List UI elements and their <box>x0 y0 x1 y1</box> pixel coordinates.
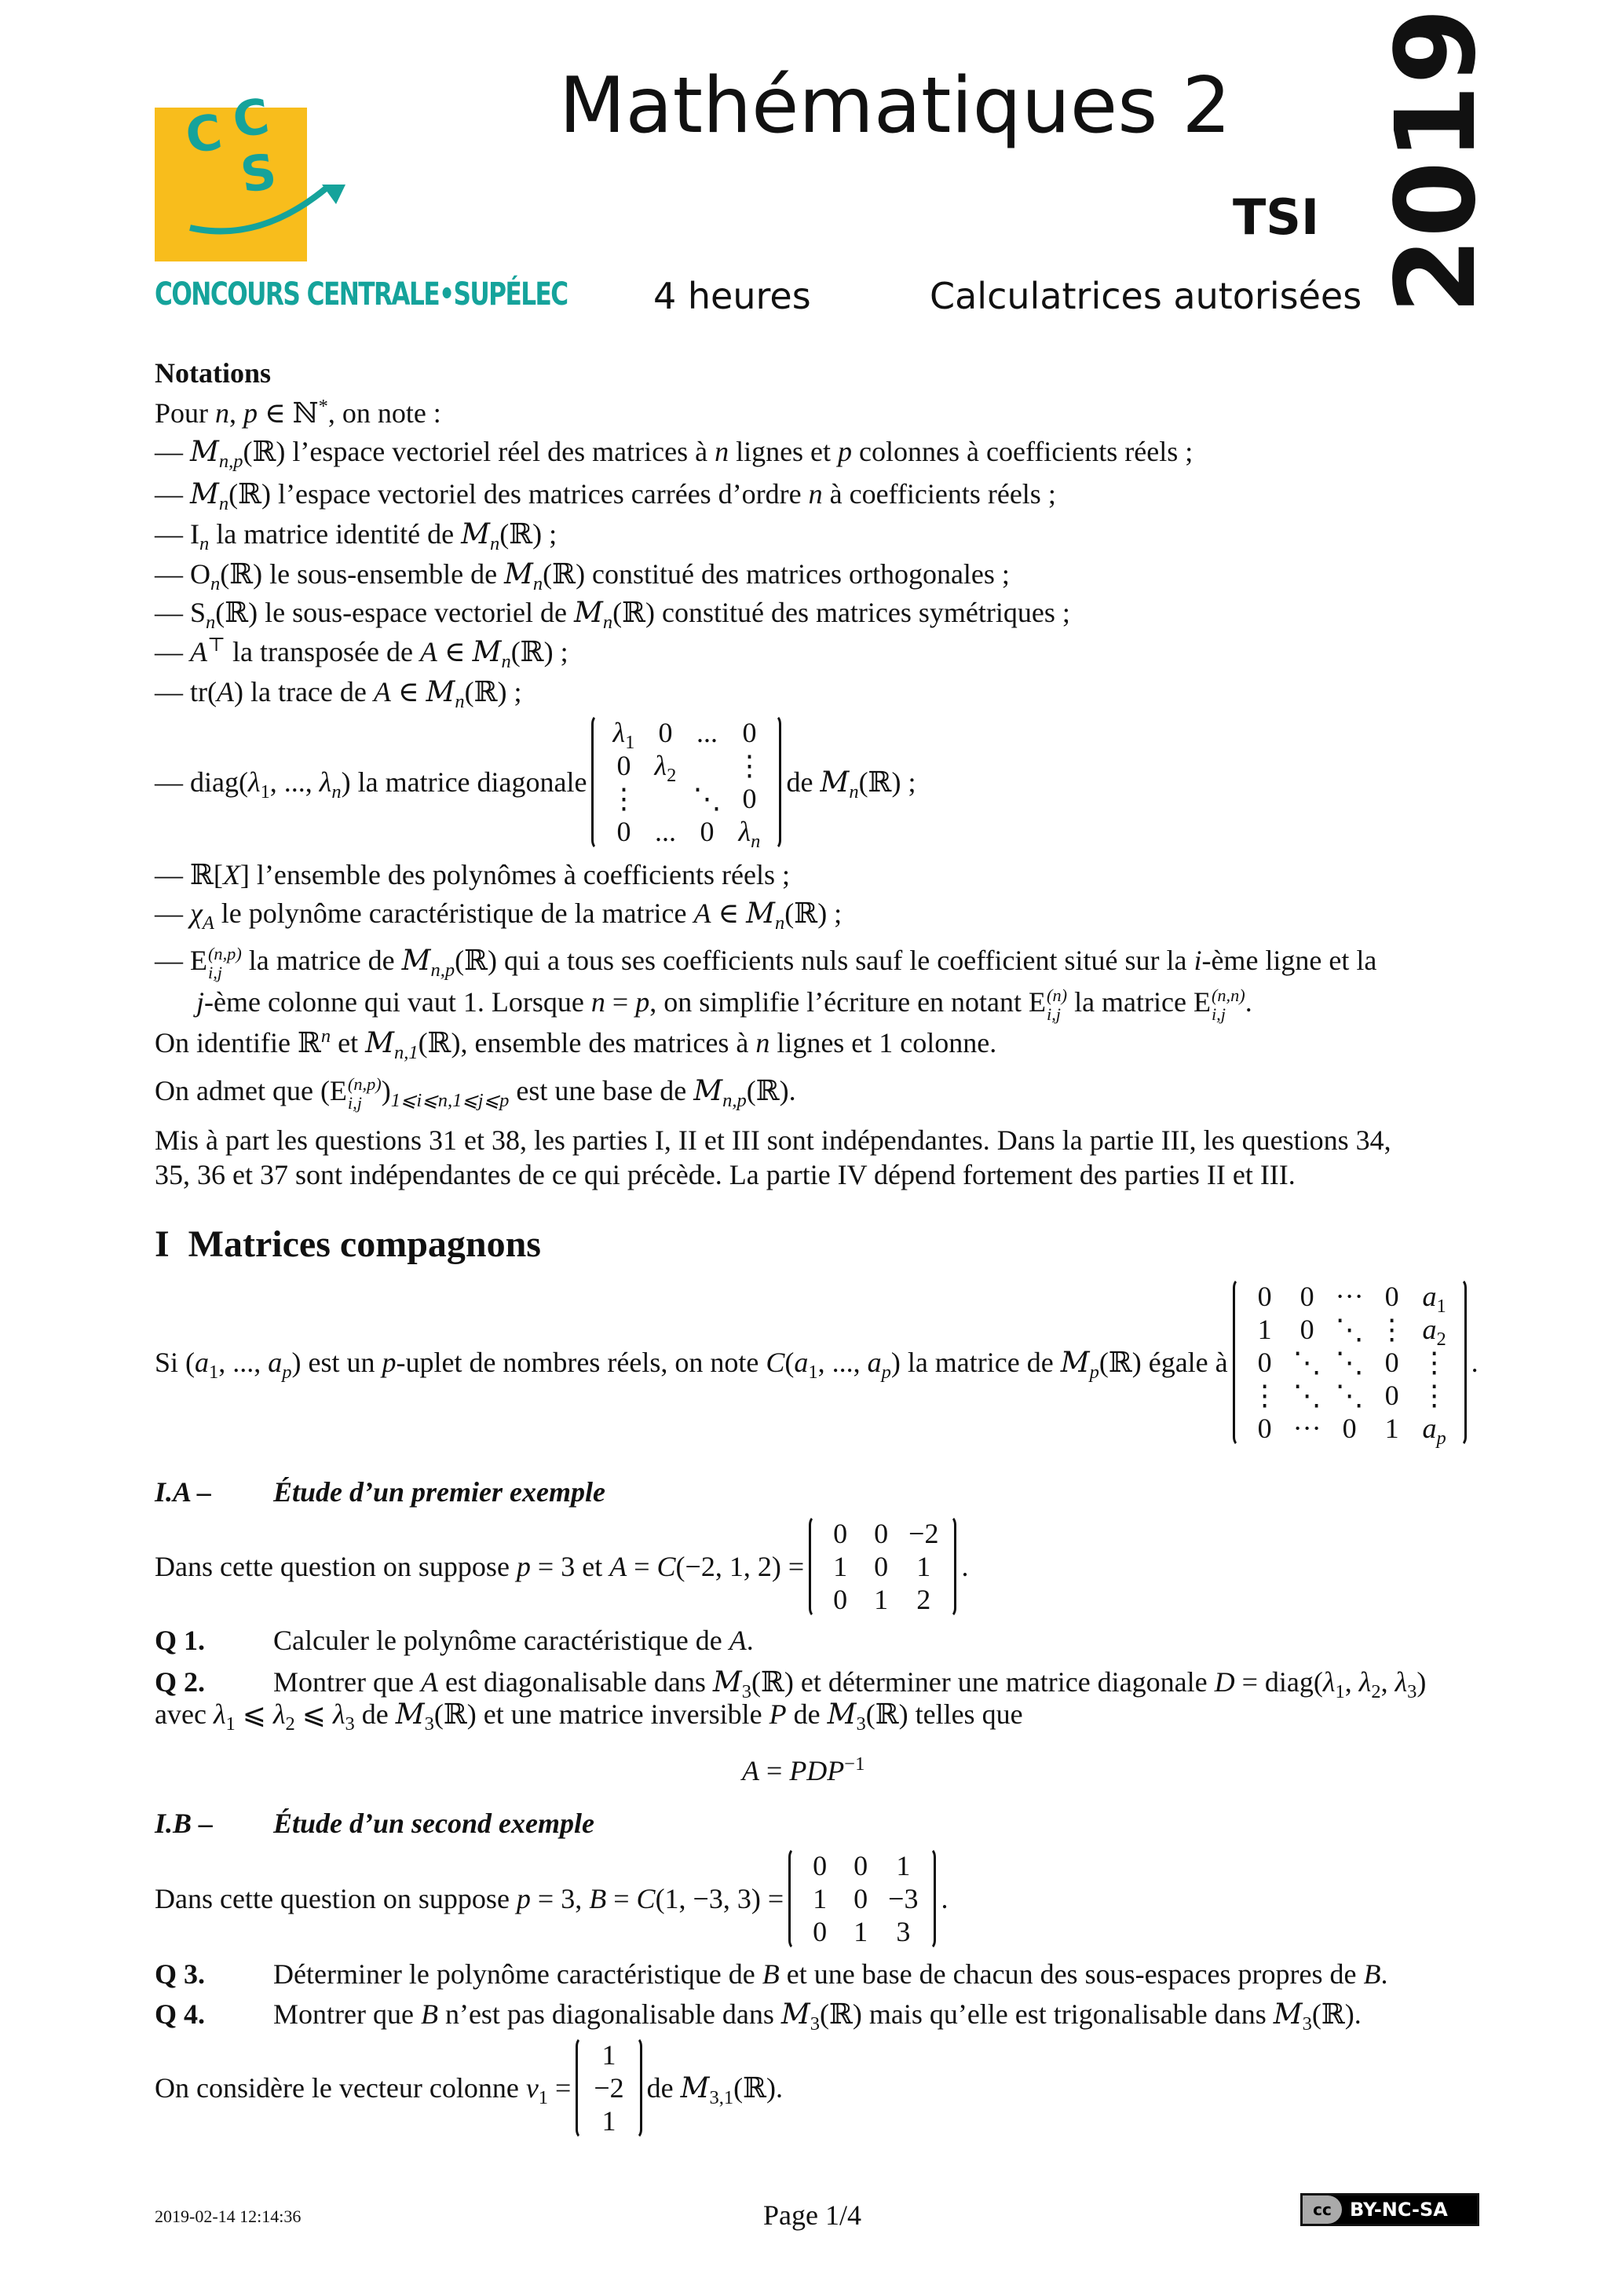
notation-item: — $S_n(ℝ)$ le sous-espace vectoriel de $M_n(ℝ)$ constitué des matrices symétriques ; <box>155 597 1070 634</box>
matrix-cell: ⋱ <box>1335 1347 1364 1378</box>
notation-item: — E (n,p) i,j la matrice de $M_{n,p}(ℝ)$ qui a tous ses coefficients nuls sauf le coefficient situé sur la i-ème ligne et la <box>155 944 1377 982</box>
matrix-cell: $\lambda_1$ <box>612 717 635 754</box>
matrix-cell: 0 <box>833 1584 848 1615</box>
left-parenthesis <box>788 1848 802 1950</box>
companion-definition <box>155 1278 1479 1450</box>
matrix-cell: 0 <box>813 1916 828 1947</box>
question-label: Q 4. <box>155 1998 206 2030</box>
matrix-cell: ··· <box>1335 1281 1364 1312</box>
matrix-cell: 0 <box>742 783 757 814</box>
right-parenthesis <box>629 2037 642 2139</box>
matrix-cell: $\lambda_2$ <box>654 750 677 787</box>
ccs-logo <box>149 75 353 267</box>
vector-suffix: de $M_{3,1}(ℝ)$. <box>646 2072 784 2109</box>
svg-text:S: S <box>236 142 280 204</box>
matrix-cell: 0 <box>1299 1314 1314 1345</box>
matrix-cell: 1 <box>1384 1413 1399 1444</box>
notation-item-continued: j-ème colonne qui vaut 1. Lorsque n = p, on simplifie l’écriture en notant E (n) i,j la matrice E (n,n) i,j . <box>196 985 1252 1024</box>
vector-prefix: On considère le vecteur colonne $v_1$ = <box>155 2072 572 2109</box>
matrix-cell: 1 <box>1257 1314 1272 1345</box>
companion-prefix: Si ($a_1$, ..., $a_p$) est un p-uplet de nombres réels, on note $C(a_1$, ..., $a_p$) la matrice de $M_p(ℝ)$ égale à <box>155 1347 1228 1384</box>
subsection-label: I.B – <box>155 1808 214 1839</box>
left-parenthesis <box>809 1515 822 1618</box>
matrix-cell: 1 <box>833 1551 848 1582</box>
diag-prefix: — $diag(\lambda_1$, ..., $\lambda_n$) la matrice diagonale <box>155 766 587 803</box>
matrix-cell: 0 <box>616 816 631 847</box>
question-text: Montrer que B n’est pas diagonalisable dans $M_3(ℝ)$ mais qu’elle est trigonalisable dans $M_3(ℝ)$. <box>273 1998 1362 2035</box>
matrix-cell: 0 <box>854 1883 868 1914</box>
matrix-cell: $a_2$ <box>1422 1314 1446 1351</box>
matrix-cell: ⋱ <box>1335 1380 1364 1411</box>
matrix-cell: 0 <box>1257 1413 1272 1444</box>
matrix-cell: $\lambda_n$ <box>738 816 761 853</box>
license-text: BY-NC-SA <box>1350 2199 1448 2221</box>
matrix-cell: 0 <box>874 1551 889 1582</box>
matrix-cell: ... <box>654 816 676 847</box>
page-number: Page 1/4 <box>763 2199 861 2231</box>
vector-definition <box>155 2037 783 2139</box>
independence-text: 35, 36 et 37 sont indépendantes de ce qui précède. La partie IV dépend fortement des parties II et III. <box>155 1159 1296 1190</box>
matrix-cell: 1 <box>601 2105 616 2137</box>
matrix-cell: 1 <box>601 2039 616 2071</box>
matrix-cell: 0 <box>616 750 631 781</box>
question-text: Déterminer le polynôme caractéristique de B et une base de chacun des sous-espaces propres de B. <box>273 1958 1388 1990</box>
exam-title: Mathématiques 2 <box>559 61 1231 151</box>
matrix-cell: $a_1$ <box>1422 1281 1446 1318</box>
matrix-cell: ⋮ <box>609 783 638 814</box>
matrix-cell: 2 <box>916 1584 931 1615</box>
matrix-cell: 0 <box>1257 1281 1272 1312</box>
left-parenthesis <box>576 2037 589 2139</box>
subsection-title: Étude d’un second exemple <box>273 1808 594 1839</box>
notations-heading: Notations <box>155 357 272 389</box>
matrix-cell: ⋱ <box>693 783 722 814</box>
cc-license-badge <box>1300 2193 1479 2226</box>
notation-item: — ℝ[X] l’ensemble des polynômes à coefficients réels ; <box>155 859 791 890</box>
example-a <box>155 1515 968 1618</box>
matrix-cell: 0 <box>874 1518 889 1549</box>
notations-intro: Pour n, p ∈ ℕ*, on note : <box>155 396 441 429</box>
matrix-cell: 1 <box>874 1584 889 1615</box>
matrix-cell: 0 <box>1299 1281 1314 1312</box>
svg-text:C: C <box>181 103 226 165</box>
matrix-cell: 3 <box>896 1916 911 1947</box>
subsection-title: Étude d’un premier exemple <box>273 1476 605 1508</box>
matrix-cell: ⋮ <box>1420 1347 1449 1378</box>
matrix-cell: 0 <box>1257 1347 1272 1378</box>
matrix-cell: 0 <box>1384 1380 1399 1411</box>
notation-item: — $\chi_A$ le polynôme caractéristique de la matrice A ∈ $M_n(ℝ)$ ; <box>155 898 843 934</box>
diag-matrix <box>591 715 781 853</box>
matrix-cell: −2 <box>594 2072 624 2104</box>
question-text: Montrer que A est diagonalisable dans $M_3(ℝ)$ et déterminer une matrice diagonale $D = diag(\lambda_1$, $\lambda_2$, $\lambda_3$) <box>273 1666 1427 1703</box>
timestamp: 2019-02-14 12:14:36 <box>155 2206 302 2226</box>
right-parenthesis <box>923 1848 936 1950</box>
matrix-cell: ··· <box>1292 1413 1321 1444</box>
exam-year: 2019 <box>1373 8 1501 314</box>
matrix-cell: ⋮ <box>1377 1314 1406 1345</box>
matrix-cell <box>652 782 678 815</box>
question-label: Q 1. <box>155 1625 206 1656</box>
notation-item-diag <box>155 715 916 853</box>
right-parenthesis <box>943 1515 956 1618</box>
left-parenthesis <box>591 715 605 850</box>
basis-text: On admet que (E (n,p) i,j )$_{1⩽i⩽n,1⩽j⩽p}$ est une base de $M_{n,p}(ℝ)$. <box>155 1074 796 1113</box>
matrix-cell: ⋱ <box>1292 1347 1321 1378</box>
matrix-cell: 0 <box>813 1850 828 1881</box>
matrix-cell: 0 <box>854 1850 868 1881</box>
question-text: Calculer le polynôme caractéristique de A. <box>273 1625 754 1656</box>
exam-track: TSI <box>1233 188 1320 246</box>
right-parenthesis <box>768 715 781 850</box>
matrix-cell: 0 <box>742 717 757 748</box>
matrix-cell: −2 <box>908 1518 939 1549</box>
notation-item: — $M_n(ℝ)$ l’espace vectoriel des matrices carrées d’ordre n à coefficients réels ; <box>155 478 1056 515</box>
matrix-cell <box>693 749 721 782</box>
matrix-cell: 1 <box>916 1551 931 1582</box>
example-b-prefix: Dans cette question on suppose p = 3, B = C(1, −3, 3) = <box>155 1883 784 1914</box>
matrix-cell: ⋮ <box>1420 1380 1449 1411</box>
logo-name: CONCOURS CENTRALE•SUPÉLEC <box>155 276 568 313</box>
matrix-cell: −3 <box>888 1883 919 1914</box>
left-parenthesis <box>1233 1278 1246 1446</box>
matrix-cell: ⋱ <box>1292 1380 1321 1411</box>
notation-item: — A⊤ la transposée de A ∈ $M_n(ℝ)$ ; <box>155 634 568 673</box>
matrix-cell: ... <box>696 717 718 748</box>
right-parenthesis <box>1453 1278 1467 1446</box>
question-label: Q 2. <box>155 1666 206 1698</box>
notation-item: — $M_{n,p}(ℝ)$ l’espace vectoriel réel des matrices à n lignes et p colonnes à coefficients réels ; <box>155 436 1193 473</box>
matrix-cell: 0 <box>1384 1347 1399 1378</box>
example-a-prefix: Dans cette question on suppose p = 3 et A = C(−2, 1, 2) = <box>155 1551 805 1582</box>
matrix-cell: 0 <box>1342 1413 1357 1444</box>
question-label: Q 3. <box>155 1958 206 1990</box>
matrix-cell: 0 <box>700 816 715 847</box>
example-b-suffix: . <box>941 1883 949 1914</box>
cc-icon: cc <box>1303 2195 1342 2224</box>
matrix-cell: 0 <box>658 717 673 748</box>
matrix-cell: ⋱ <box>1335 1314 1364 1345</box>
notation-item: — $O_n(ℝ)$ le sous-ensemble de $M_n(ℝ)$ constitué des matrices orthogonales ; <box>155 558 1010 595</box>
exam-duration: 4 heures <box>653 275 811 317</box>
section-title: I Matrices compagnons <box>155 1223 541 1265</box>
matrix-cell: $a_p$ <box>1422 1413 1446 1450</box>
matrix-cell: 0 <box>1384 1281 1399 1312</box>
independence-text: Mis à part les questions 31 et 38, les parties I, II et III sont indépendantes. Dans la partie III, les questions 34, <box>155 1124 1391 1156</box>
vector-v1 <box>576 2037 642 2139</box>
example-a-suffix: . <box>961 1551 969 1582</box>
matrix-cell: 1 <box>813 1883 828 1914</box>
notation-item: — tr(A) la trace de A ∈ $M_n(ℝ)$ ; <box>155 676 522 713</box>
identification-text: On identifie ℝ$^n$ et $M_{n,1}(ℝ)$, ensemble des matrices à n lignes et 1 colonne. <box>155 1026 997 1064</box>
matrix-a <box>809 1515 956 1618</box>
matrix-b <box>788 1848 936 1950</box>
matrix-cell: 0 <box>833 1518 848 1549</box>
svg-text:C: C <box>228 87 273 149</box>
companion-suffix: . <box>1471 1347 1479 1378</box>
matrix-cell: ⋮ <box>1250 1380 1279 1411</box>
subsection-label: I.A – <box>155 1476 212 1508</box>
companion-matrix <box>1233 1278 1467 1450</box>
matrix-cell: ⋮ <box>735 750 764 781</box>
matrix-cell: 1 <box>896 1850 911 1881</box>
question-text-continued: avec $\lambda_1$ ⩽ $\lambda_2$ ⩽ $\lambda_3$ de $M_3(ℝ)$ et une matrice inversible P de $M_3(ℝ)$ telles que <box>155 1698 1023 1735</box>
matrix-cell: 1 <box>854 1916 868 1947</box>
calculator-policy: Calculatrices autorisées <box>930 275 1362 317</box>
notation-item: — $I_n$ la matrice identité de $M_n(ℝ)$ ; <box>155 518 557 555</box>
diag-suffix: de $M_n(ℝ)$ ; <box>786 766 916 803</box>
display-equation: $A = PDP^{-1}$ <box>742 1753 865 1786</box>
example-b <box>155 1848 948 1950</box>
